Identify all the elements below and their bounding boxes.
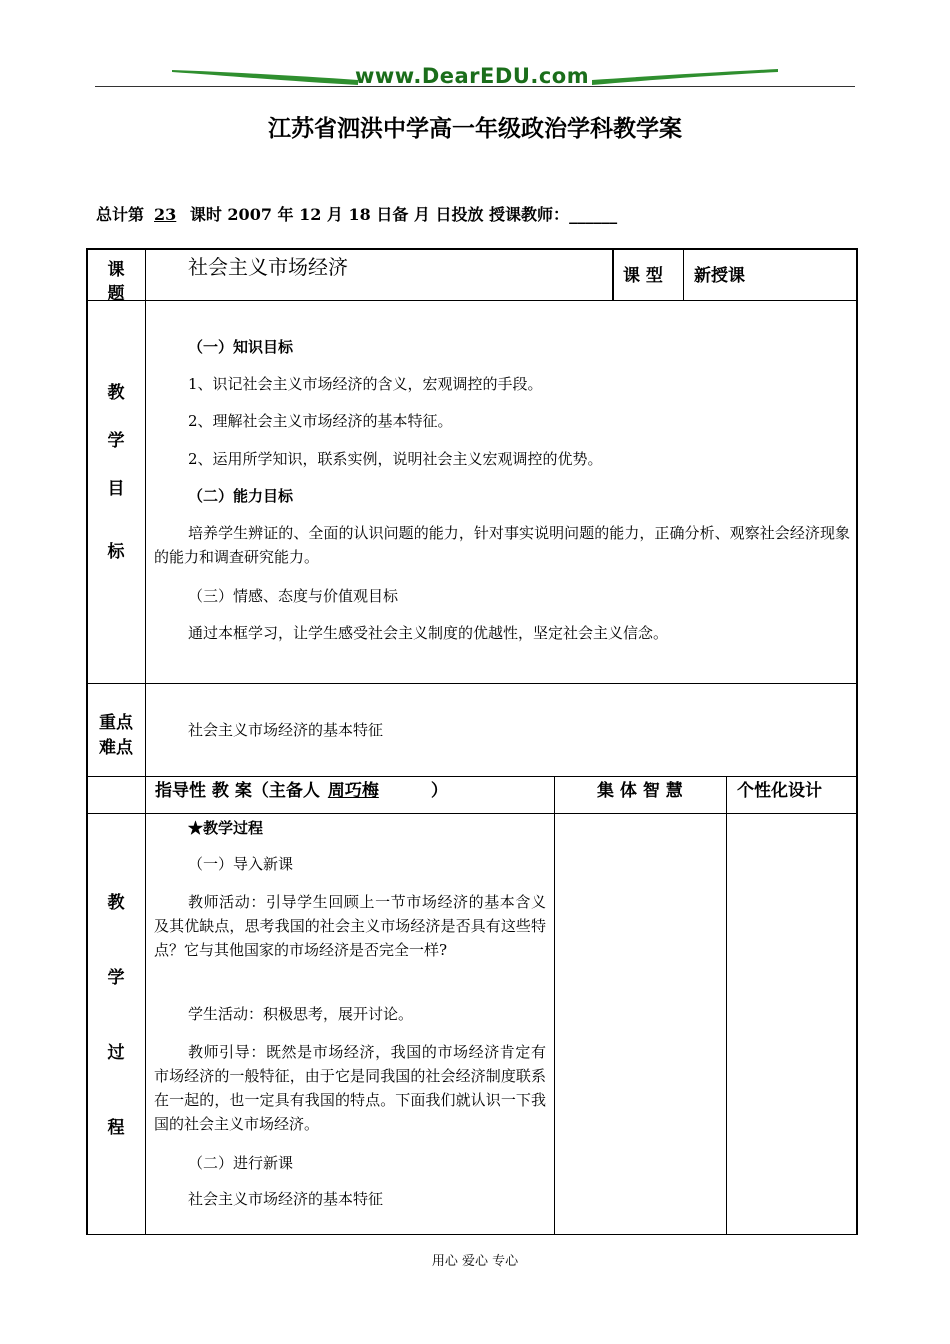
topic-text: 社会主义市场经济 bbox=[188, 255, 348, 279]
process-step-new: （二）进行新课 bbox=[188, 1154, 294, 1172]
key-label-1: 重点 bbox=[99, 713, 133, 733]
lesson-meta bbox=[96, 202, 617, 225]
process-label-1: 教 bbox=[107, 893, 125, 913]
key-label-2: 难点 bbox=[99, 738, 133, 758]
plan-author: 周巧梅 bbox=[327, 781, 379, 801]
goals-label-3: 目 bbox=[107, 479, 125, 499]
personal-header: 个性化设计 bbox=[737, 781, 822, 801]
header-rule bbox=[95, 86, 855, 87]
goals-label-2: 学 bbox=[107, 431, 125, 451]
process-label-2: 学 bbox=[107, 968, 125, 988]
process-topic-line: 社会主义市场经济的基本特征 bbox=[188, 1190, 384, 1208]
personal-column-divider bbox=[726, 776, 727, 1235]
goals-line-3: 2、运用所学知识，联系实例，说明社会主义宏观调控的优势。 bbox=[188, 450, 603, 468]
table-top-border bbox=[86, 248, 857, 250]
goals-line-1: 1、识记社会主义市场经济的含义，宏观调控的手段。 bbox=[188, 375, 543, 393]
process-student-activity: 学生活动：积极思考，展开讨论。 bbox=[188, 1005, 414, 1023]
row-divider bbox=[86, 300, 857, 301]
table-right-border bbox=[856, 248, 858, 1235]
process-step-intro: （一）导入新课 bbox=[188, 855, 294, 873]
meta-prefix: 总计第 bbox=[96, 205, 145, 224]
lesson-number: 23 bbox=[154, 205, 177, 224]
goals-label-4: 标 bbox=[107, 542, 125, 562]
topic-label-2: 题 bbox=[107, 284, 125, 304]
plan-author-field bbox=[320, 781, 431, 801]
process-star-heading: ★教学过程 bbox=[188, 819, 264, 837]
type-label: 课 型 bbox=[623, 266, 663, 286]
type-value: 新授课 bbox=[694, 266, 745, 286]
process-teacher-guide: 教师引导：既然是市场经济，我国的市场经济肯定有市场经济的一般特征，由于它是同我国的社会经济制度联系在一起的，也一定具有我国的特点。下面我们就认识一下我国的社会主义市场经济。 bbox=[154, 1043, 546, 1133]
row-divider bbox=[86, 683, 857, 684]
goals-label-1: 教 bbox=[107, 383, 125, 403]
type-value-divider bbox=[683, 248, 684, 300]
plan-header-close: ） bbox=[430, 781, 448, 801]
goals-heading-attitude: （三）情感、态度与价值观目标 bbox=[188, 587, 399, 605]
meta-text: 课时 2007 年 12 月 18 日备 月 日投放 授课教师： bbox=[184, 205, 570, 224]
process-label-3: 过 bbox=[107, 1043, 125, 1063]
type-column-divider bbox=[612, 248, 614, 300]
page-footer: 用心 爱心 专心 bbox=[431, 1254, 519, 1269]
process-label-4: 程 bbox=[107, 1118, 125, 1138]
banner-swoosh-right-icon bbox=[590, 66, 780, 88]
process-teacher-activity: 教师活动：引导学生回顾上一节市场经济的基本含义及其优缺点，思考我国的社会主义市场经济是否具有这些特点？它与其他国家的市场经济是否完全一样? bbox=[154, 893, 546, 959]
goals-attitude-text: 通过本框学习，让学生感受社会主义制度的优越性，坚定社会主义信念。 bbox=[188, 624, 669, 642]
goals-heading-knowledge: （一）知识目标 bbox=[188, 338, 294, 356]
teacher-blank: ______ bbox=[569, 205, 618, 224]
goals-line-2: 2、理解社会主义市场经济的基本特征。 bbox=[188, 412, 453, 430]
topic-label-1: 课 bbox=[107, 260, 125, 280]
page-title: 江苏省泗洪中学高一年级政治学科教学案 bbox=[268, 115, 682, 142]
row-divider bbox=[86, 776, 857, 777]
plan-header-label: 指导性 教 案（主备人 bbox=[155, 781, 320, 801]
collective-column-divider bbox=[554, 776, 555, 1235]
goals-heading-ability: （二）能力目标 bbox=[188, 487, 294, 505]
banner-swoosh-left-icon bbox=[170, 66, 360, 88]
collective-header: 集 体 智 慧 bbox=[597, 781, 683, 801]
table-bottom-border bbox=[86, 1234, 857, 1235]
key-points-text: 社会主义市场经济的基本特征 bbox=[188, 721, 384, 739]
site-banner[interactable]: www.DearEDU.com bbox=[355, 64, 590, 88]
goals-ability-text: 培养学生辨证的、全面的认识问题的能力，针对事实说明问题的能力，正确分析、观察社会经济现象的能力和调查研究能力。 bbox=[154, 524, 850, 566]
row-divider bbox=[86, 813, 857, 814]
plan-header bbox=[155, 782, 448, 801]
